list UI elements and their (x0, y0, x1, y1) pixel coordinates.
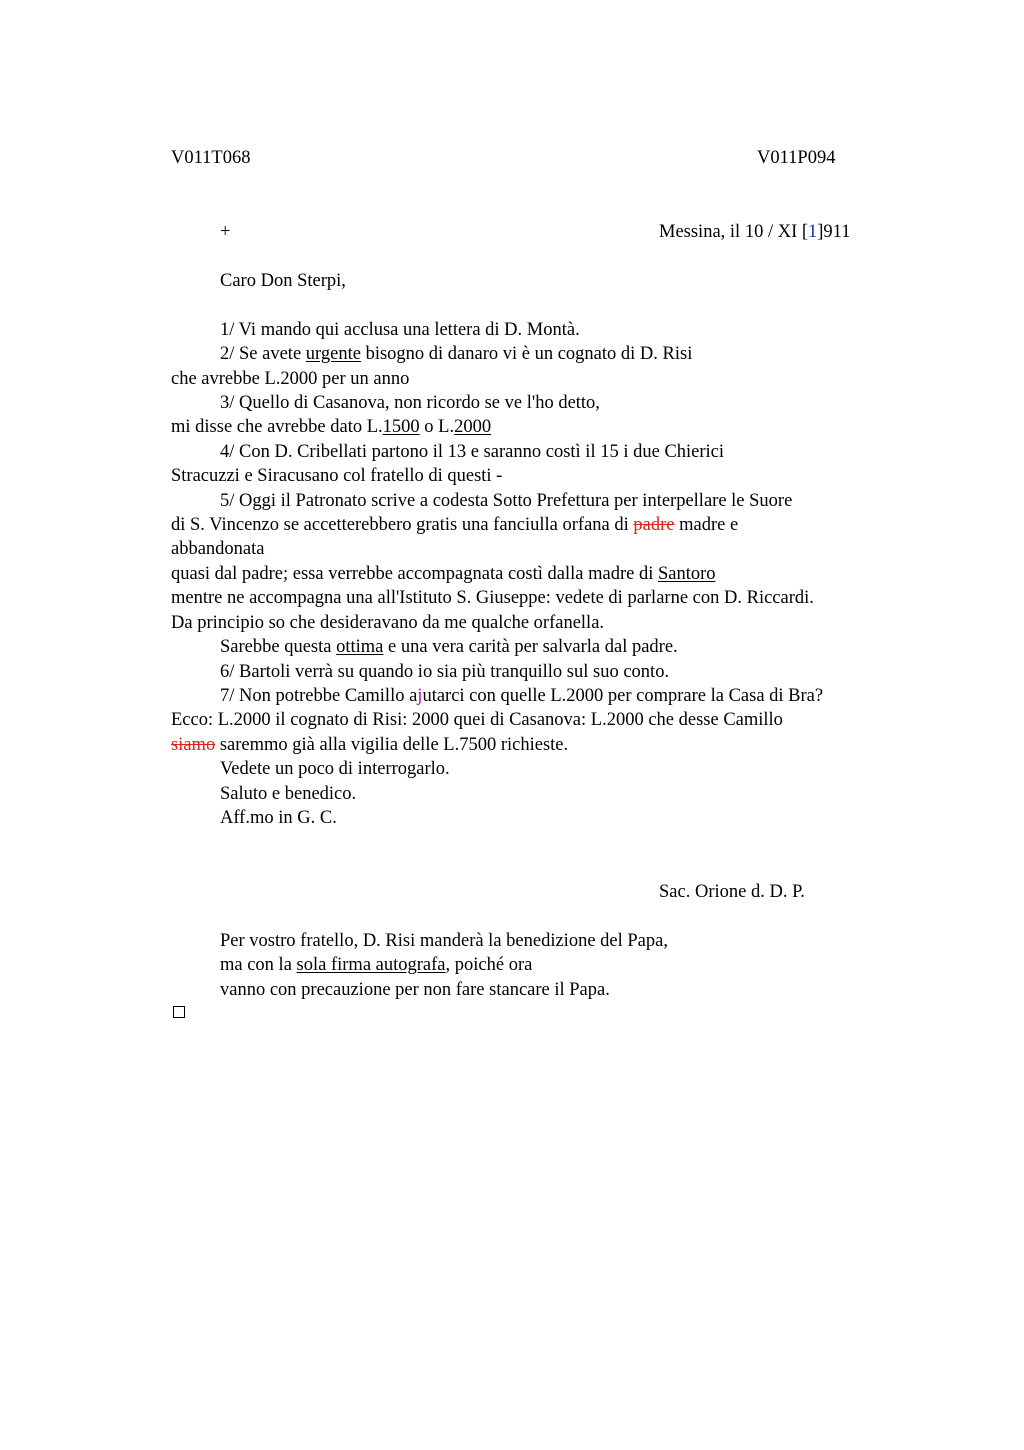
underlined-word: urgente (305, 344, 361, 364)
body-text: 7/ Non potrebbe Camillo a (220, 686, 418, 706)
body-text: quasi dal padre; essa verrebbe accompagnata costì dalla madre di (171, 564, 658, 584)
date-bracket-digit: 1 (808, 222, 818, 242)
body-line-3: che avrebbe L.2000 per un anno (171, 369, 410, 389)
body-line-10: abbandonata (171, 539, 265, 559)
underlined-amount: 1500 (382, 417, 420, 437)
body-line-7: Stracuzzi e Siracusano col fratello di questi - (171, 466, 503, 486)
body-text: e una vera carità per salvarla dal padre. (383, 637, 678, 657)
body-text: ma con la (220, 955, 297, 975)
body-line-14 (220, 635, 678, 659)
signature: Sac. Orione d. D. P. (659, 882, 805, 902)
salutation: Caro Don Sterpi, (220, 271, 346, 291)
body-text: , poiché ora (445, 955, 533, 975)
body-text: mi disse che avrebbe dato L. (171, 417, 383, 437)
body-text: bisogno di danaro vi è un cognato di D. Risi (360, 344, 693, 364)
postscript-line-1: Per vostro fratello, D. Risi manderà la benedizione del Papa, (220, 931, 668, 951)
body-line-16 (220, 684, 823, 708)
postscript-line-3: vanno con precauzione per non fare stancare il Papa. (220, 980, 610, 1000)
body-text: saremmo già alla vigilia delle L.7500 richieste. (215, 735, 569, 755)
body-line-2 (220, 342, 692, 366)
body-text: Sarebbe questa (220, 637, 337, 657)
closing: Aff.mo in G. C. (220, 808, 337, 828)
body-line-12: mentre ne accompagna una all'Istituto S. Giuseppe: vedete di parlarne con D. Riccardi. (171, 588, 814, 608)
body-line-9 (171, 513, 738, 537)
body-line-8: 5/ Oggi il Patronato scrive a codesta Sotto Prefettura per interpellare le Suore (220, 491, 793, 511)
body-line-4: 3/ Quello di Casanova, non ricordo se ve l'ho detto, (220, 393, 600, 413)
inserted-letter: j (417, 686, 423, 706)
body-line-20: Saluto e benedico. (220, 784, 357, 804)
body-text: di S. Vincenzo se accetterebbero gratis una fanciulla orfana di (171, 515, 634, 535)
body-text: utarci con quelle L.2000 per comprare la Casa di Bra? (422, 686, 824, 706)
header-right-code: V011P094 (757, 148, 836, 168)
body-line-13: Da principio so che desideravano da me qualche orfanella. (171, 613, 605, 633)
date-suffix: ]911 (817, 222, 851, 242)
underlined-word: Santoro (657, 564, 716, 584)
body-text: madre e (674, 515, 739, 535)
body-line-11 (171, 562, 716, 586)
end-square-icon (173, 1006, 185, 1018)
body-line-15: 6/ Bartoli verrà su quando io sia più tranquillo sul suo conto. (220, 662, 670, 682)
body-line-6: 4/ Con D. Cribellati partono il 13 e saranno costì il 15 i due Chierici (220, 442, 725, 462)
header-left-code: V011T068 (171, 148, 251, 168)
deleted-word: siamo (171, 735, 216, 755)
body-line-1: 1/ Vi mando qui acclusa una lettera di D. Montà. (220, 320, 580, 340)
letter-date (659, 220, 851, 244)
body-line-18 (171, 733, 568, 757)
body-text: 2/ Se avete (220, 344, 306, 364)
underlined-amount: 2000 (454, 417, 492, 437)
cross-symbol: + (220, 222, 231, 242)
body-line-17: Ecco: L.2000 il cognato di Risi: 2000 quei di Casanova: L.2000 che desse Camillo (171, 710, 783, 730)
body-text: o L. (419, 417, 455, 437)
body-line-5 (171, 415, 491, 439)
underlined-phrase: sola firma autografa (296, 955, 446, 975)
deleted-word: padre (633, 515, 675, 535)
date-prefix: Messina, il 10 / XI [ (659, 222, 809, 242)
postscript-line-2 (220, 953, 532, 977)
body-line-19: Vedete un poco di interrogarlo. (220, 759, 450, 779)
underlined-word: ottima (336, 637, 384, 657)
